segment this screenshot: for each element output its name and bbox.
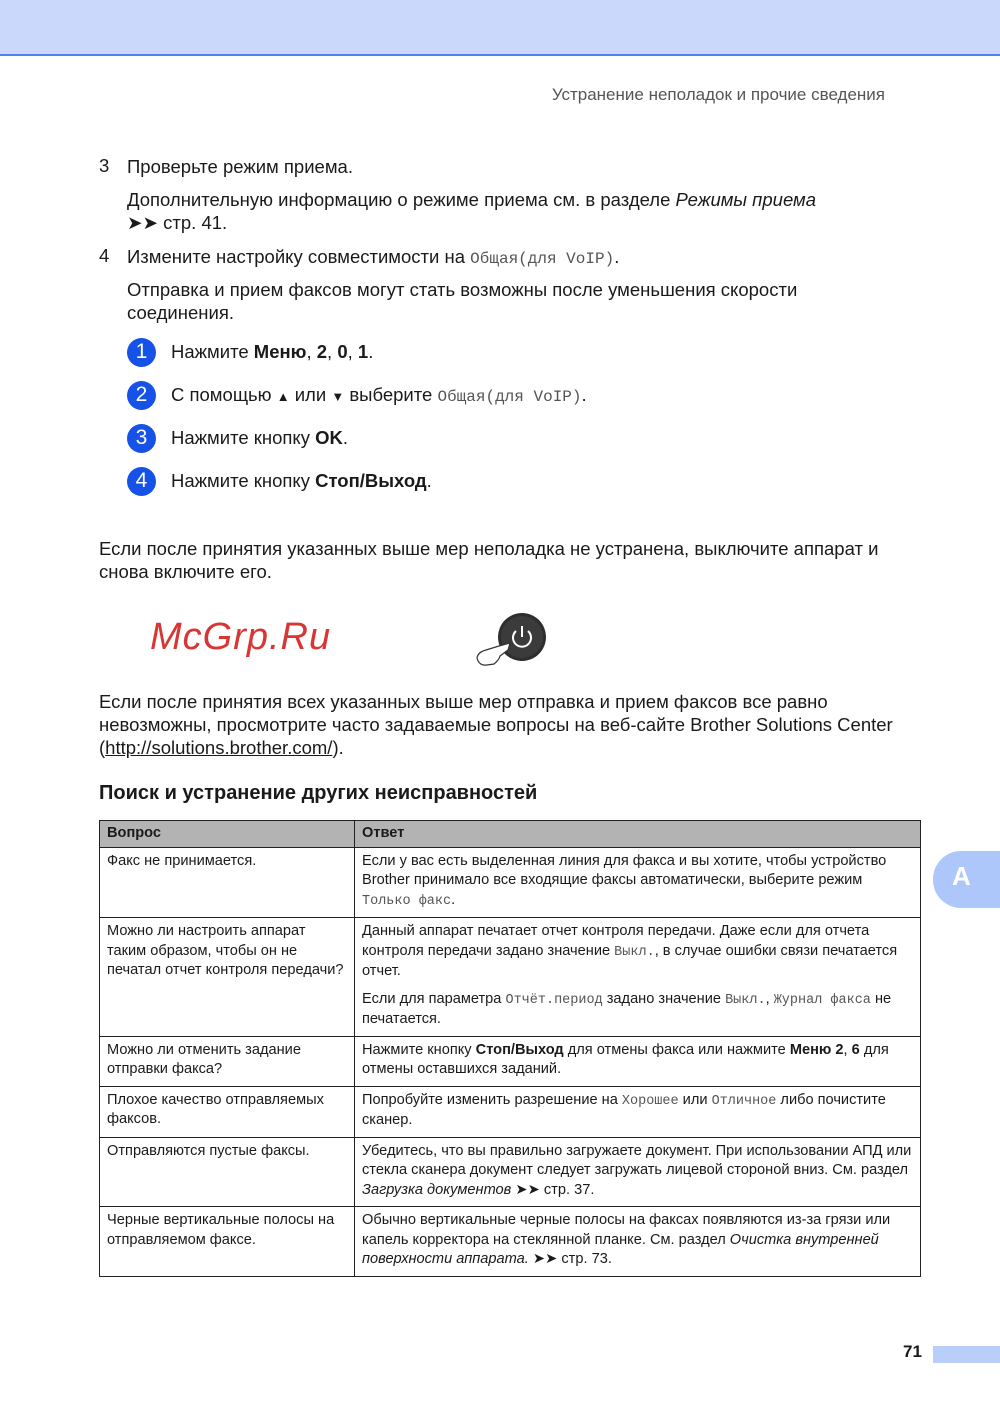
text: . [581,384,587,405]
text: Нажмите [171,341,254,362]
page-number: 71 [903,1342,922,1361]
answer-cell [355,1036,921,1086]
setting-value: Общая(для VoIP) [437,388,582,406]
answer-cell [355,1207,921,1277]
substep-3 [127,423,348,453]
substep-2 [127,380,587,410]
key: 6 [851,1041,860,1058]
key: 0 [337,341,348,362]
text: С помощью [171,384,277,405]
key: Стоп/Выход [475,1041,564,1058]
text: либо почистите сканер. [362,1091,886,1128]
substep-4 [127,466,432,496]
text: , [765,990,774,1007]
key: Меню [253,341,307,362]
column-header: Ответ [355,821,921,848]
answer-cell [355,918,921,1037]
text: задано значение [602,990,726,1007]
double-arrow-icon: ➤➤ [532,1251,562,1267]
setting-value: Выкл. [725,992,766,1008]
text: или [289,384,332,405]
text: , [327,341,338,362]
step-3-info [127,188,887,234]
text: . [426,470,432,491]
question-cell: Можно ли настроить аппарат таким образом, чтобы он не печатал отчет контроля передачи? [100,918,355,1037]
text: ). [332,737,344,758]
table-row [100,1137,921,1207]
text: Если у вас есть выделенная линия для факса и вы хотите, чтобы устройство Brother принимало все входящие факсы автоматически, выберите режим [362,852,887,888]
text: , в случае ошибки связи печатается отчет. [362,942,898,979]
table-header-row [100,821,921,848]
appendix-tab[interactable]: A [933,851,1000,908]
key: 2 [316,341,328,362]
table-row [100,918,921,1037]
text: выберите [344,384,438,405]
text: Дополнительную информацию о режиме приема см. в разделе [127,189,676,210]
text: , [347,341,358,362]
text: Если для параметра [362,990,506,1007]
step-number: 3 [99,155,110,176]
text: Нажмите кнопку [171,427,316,448]
power-button-icon [472,610,552,670]
watermark: McGrp.Ru [150,616,332,658]
page-ref: стр. 37. [543,1181,595,1198]
setting-value: Отличное [711,1093,777,1109]
question-cell: Плохое качество отправляемых факсов. [100,1086,355,1137]
step-number: 4 [99,245,110,266]
step-number-badge: 2 [127,381,156,410]
text: , [843,1041,852,1058]
substep-1 [127,337,373,367]
text: . [368,341,374,362]
text: для отмены оставшихся заданий. [362,1041,889,1077]
key: OK [315,427,343,448]
step-number-badge: 4 [127,467,156,496]
text: Измените настройку совместимости на [127,246,471,267]
table-row [100,847,921,918]
column-header: Вопрос [100,821,355,848]
faq-table [99,820,921,1277]
text: Обычно вертикальные черные полосы на факсах появляются из-за грязи или капель корректора на стеклянной планке. См. раздел [362,1212,891,1248]
setting-value: Журнал факса [773,992,871,1008]
text: . [614,246,620,267]
running-title: Устранение неполадок и прочие сведения [551,85,885,104]
double-arrow-icon: ➤➤ [127,212,164,233]
page-number-bar [933,1346,1000,1363]
text: . [451,891,456,908]
key: Меню 2 [789,1041,844,1058]
table-row [100,1086,921,1137]
key: 1 [357,341,369,362]
answer-cell [355,1086,921,1137]
step-3-title: Проверьте режим приема. [127,156,353,177]
setting-value: Выкл. [614,944,655,960]
down-arrow-icon: ▼ [331,389,345,404]
page-ref: стр. 41. [163,212,228,233]
step-number-badge: 3 [127,424,156,453]
support-link[interactable]: http://solutions.brother.com/ [105,737,333,758]
text: Если после принятия всех указанных выше мер отправка и прием факсов все равно невозможны, просмотрите часто задаваемые вопросы на веб-сайте Brother Solutions Center ( [99,691,893,758]
key: Стоп/Выход [315,470,427,491]
setting-value: Отчёт.период [505,992,603,1008]
step-number-badge: 1 [127,338,156,367]
text: Убедитесь, что вы правильно загружаете документ. При использовании АПД или стекла сканера документ следует загружать лицевой стороной вниз. См. раздел [362,1142,912,1178]
question-cell: Факс не принимается. [100,847,355,918]
note-restart: Если после принятия указанных выше мер неполадка не устранена, выключите аппарат и снова включите его. [99,538,879,582]
double-arrow-icon: ➤➤ [515,1181,544,1198]
table-row [100,1207,921,1277]
text: или [678,1091,712,1108]
section-title: Поиск и устранение других неисправностей [99,782,538,804]
text: не печатается. [362,990,892,1027]
reference-link[interactable]: Режимы приема [675,189,816,210]
text: , [306,341,317,362]
text: Попробуйте изменить разрешение на [362,1091,622,1108]
text: Нажмите кнопку [171,470,316,491]
table-row [100,1036,921,1086]
page-ref: стр. 73. [561,1251,612,1267]
answer-cell [355,1137,921,1207]
up-arrow-icon: ▲ [276,389,290,404]
text: . [342,427,348,448]
question-cell: Можно ли отменить задание отправки факса? [100,1036,355,1086]
question-cell: Черные вертикальные полосы на отправляемом факсе. [100,1207,355,1277]
note-support [99,690,929,759]
setting-value: Общая(для VoIP) [470,250,615,268]
reference-link[interactable]: Очистка внутренней поверхности аппарата. [362,1231,879,1267]
setting-value: Только факс [362,893,452,909]
answer-cell [355,847,921,918]
text: для отмены факса или нажмите [563,1041,790,1058]
text: Нажмите кнопку [362,1041,476,1058]
header-band [0,0,1000,56]
setting-value: Хорошее [621,1093,679,1109]
question-cell: Отправляются пустые факсы. [100,1137,355,1207]
reference-link[interactable]: Загрузка документов [362,1181,512,1198]
step-4-info: Отправка и прием факсов могут стать возможны после уменьшения скорости соединения. [127,279,798,323]
text: Данный аппарат печатает отчет контроля передачи. Даже если для отчета контроля передачи задано значение [362,923,870,959]
step-4-title [127,245,619,271]
